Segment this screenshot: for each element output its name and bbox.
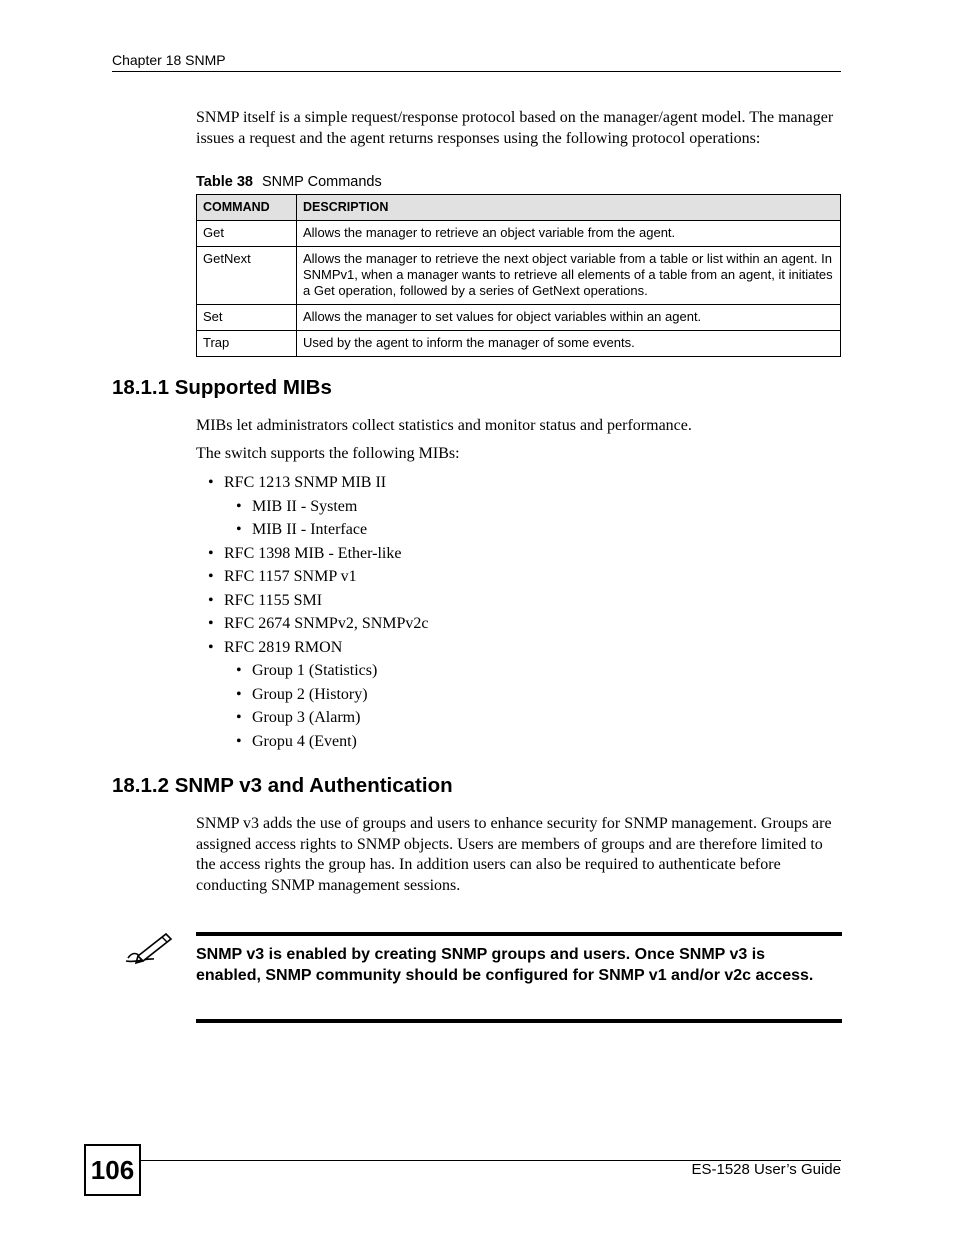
column-header-command: COMMAND xyxy=(197,195,297,221)
mibs-intro-paragraph: The switch supports the following MIBs: xyxy=(196,445,460,462)
header-rule xyxy=(112,71,841,72)
note-top-rule xyxy=(196,932,842,936)
note-pencil-icon xyxy=(124,928,176,973)
description-cell: Allows the manager to retrieve an object variable from the agent. xyxy=(297,221,841,247)
table-row xyxy=(197,331,841,357)
table-caption xyxy=(196,174,382,190)
page-number: 106 xyxy=(84,1144,141,1196)
column-header-description: DESCRIPTION xyxy=(297,195,841,221)
note-text: SNMP v3 is enabled by creating SNMP groups and users. Once SNMP v3 is enabled, SNMP community should be configured for SNMP v1 and/or v2c access. xyxy=(196,946,814,984)
description-cell: Allows the manager to retrieve the next object variable from a table or list within an agent. In SNMPv1, when a manager wants to retrieve all elements of a table from an agent, it initiates a Get operation, followed by a series of GetNext operations. xyxy=(297,247,841,305)
table-caption-title: SNMP Commands xyxy=(261,174,382,190)
table-caption-number: Table 38 xyxy=(196,174,253,190)
table-row xyxy=(197,305,841,331)
mibs-paragraph: MIBs let administrators collect statistics and monitor status and performance. xyxy=(196,417,692,434)
command-cell: Get xyxy=(197,221,297,247)
description-cell: Allows the manager to set values for object variables within an agent. xyxy=(297,305,841,331)
section-heading-snmp-v3: 18.1.2 SNMP v3 and Authentication xyxy=(112,774,453,797)
chapter-header: Chapter 18 SNMP xyxy=(112,52,226,68)
intro-paragraph: SNMP itself is a simple request/response protocol based on the manager/agent model. The manager issues a request and the agent returns responses using the following protocol operations: xyxy=(196,109,834,147)
section-heading-supported-mibs: 18.1.1 Supported MIBs xyxy=(112,376,332,399)
snmp-commands-table xyxy=(196,194,841,357)
table-row xyxy=(197,221,841,247)
note-bottom-rule xyxy=(196,1019,842,1023)
command-cell: Trap xyxy=(197,331,297,357)
description-cell: Used by the agent to inform the manager of some events. xyxy=(297,331,841,357)
command-cell: GetNext xyxy=(197,247,297,305)
command-cell: Set xyxy=(197,305,297,331)
table-row xyxy=(197,247,841,305)
footer-guide-title: ES-1528 User’s Guide xyxy=(691,1161,841,1178)
snmp-v3-paragraph: SNMP v3 adds the use of groups and users to enhance security for SNMP management. Groups are assigned access rights to SNMP objects. Users are members of groups and are therefore limited to the access rights the group has. In addition users can also be required to authenticate before conducting SNMP management sessions. xyxy=(196,815,832,894)
table-header-row xyxy=(197,195,841,221)
